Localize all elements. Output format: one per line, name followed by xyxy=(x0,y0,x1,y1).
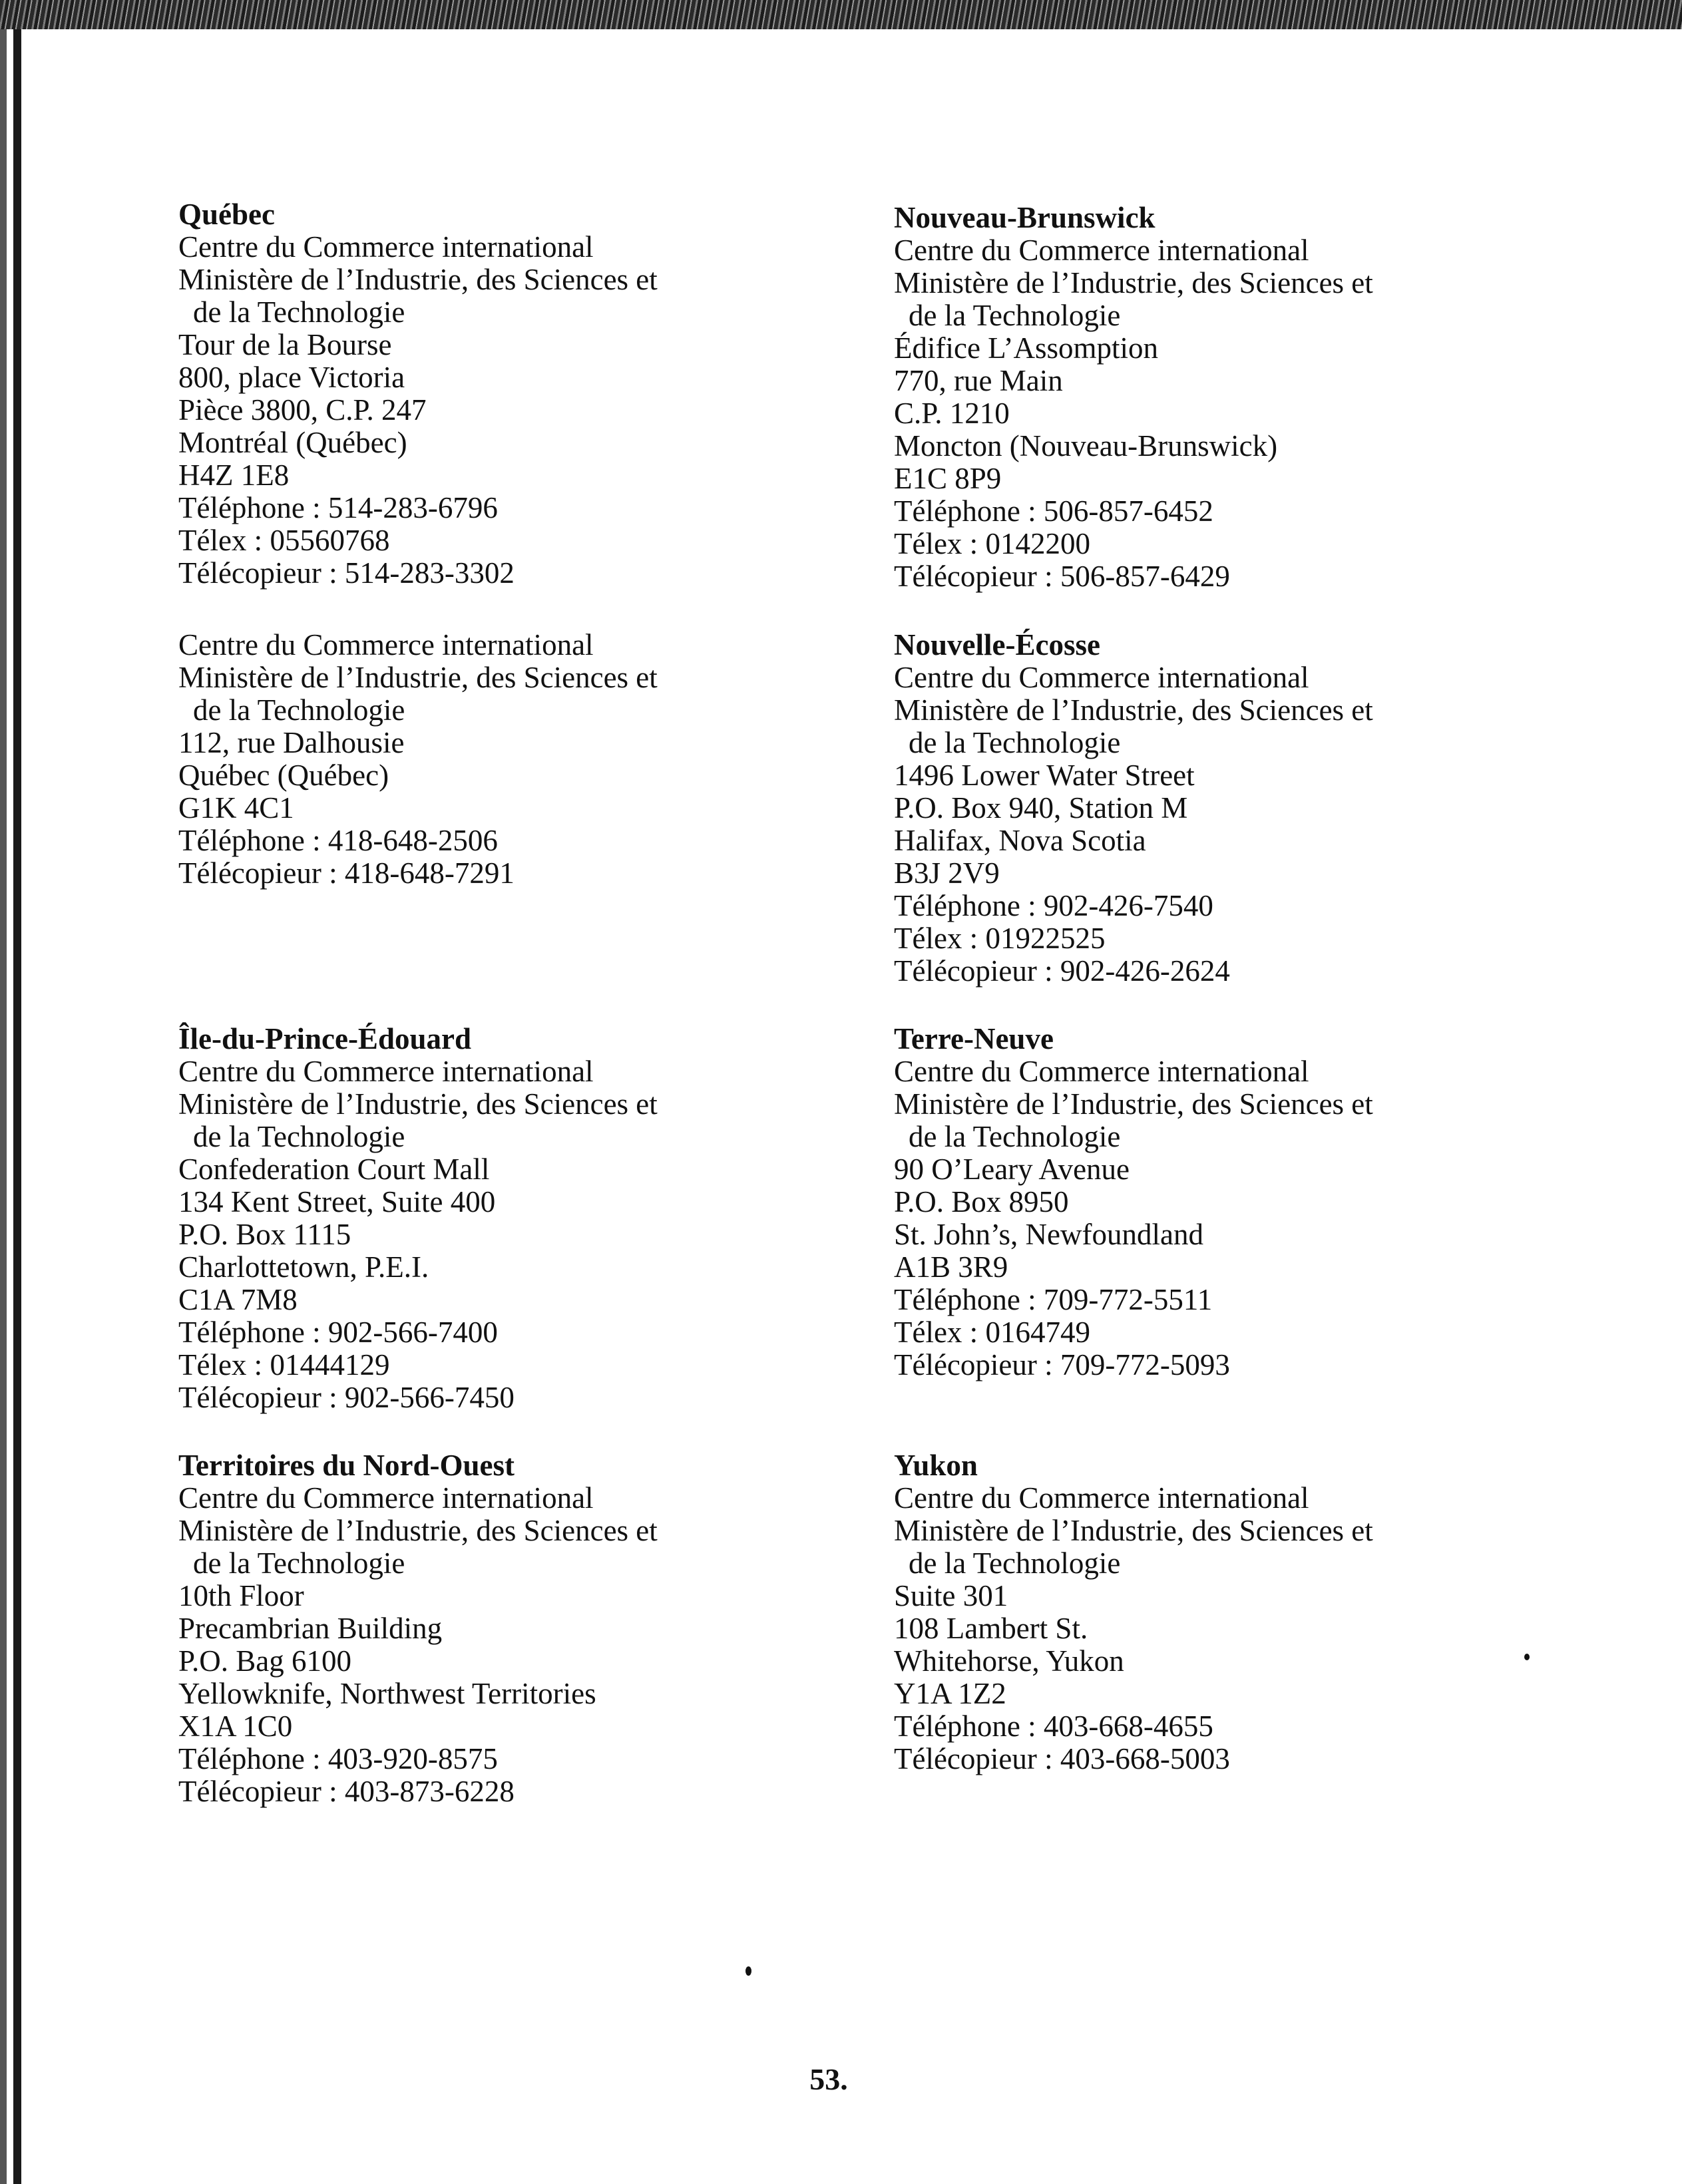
address-line: Centre du Commerce international xyxy=(178,230,594,264)
address-line: Ministère de l’Industrie, des Sciences et xyxy=(894,266,1373,299)
address-line: G1K 4C1 xyxy=(178,791,294,824)
office-heading: Territoires du Nord-Ouest xyxy=(178,1449,515,1482)
address-line: C1A 7M8 xyxy=(178,1283,298,1316)
address-line: Téléphone : 709-772-5511 xyxy=(894,1283,1213,1316)
address-line: P.O. Box 1115 xyxy=(178,1218,351,1251)
address-line: Télex : 01922525 xyxy=(894,922,1106,955)
address-line: Téléphone : 506-857-6452 xyxy=(894,494,1213,528)
address-line: Télécopieur : 506-857-6429 xyxy=(894,560,1230,593)
office-block-quebec-city xyxy=(178,629,871,890)
address-line: Télex : 05560768 xyxy=(178,524,390,557)
address-line: Confederation Court Mall xyxy=(178,1153,490,1186)
address-line: Télex : 0142200 xyxy=(894,527,1090,560)
office-heading: Nouveau-Brunswick xyxy=(894,201,1156,234)
address-line: Centre du Commerce international xyxy=(894,1481,1309,1515)
address-line: Téléphone : 403-920-8575 xyxy=(178,1742,498,1775)
address-line: 1496 Lower Water Street xyxy=(894,759,1195,792)
address-line: St. John’s, Newfoundland xyxy=(894,1218,1203,1251)
address-line: E1C 8P9 xyxy=(894,462,1002,495)
address-line: 770, rue Main xyxy=(894,364,1063,397)
address-line: Télex : 01444129 xyxy=(178,1348,390,1381)
address-line: Télex : 0164749 xyxy=(894,1316,1090,1349)
address-line: A1B 3R9 xyxy=(894,1250,1008,1284)
address-line: Montréal (Québec) xyxy=(178,426,407,459)
address-line: Charlottetown, P.E.I. xyxy=(178,1250,429,1284)
address-line: 134 Kent Street, Suite 400 xyxy=(178,1185,496,1218)
address-line: Québec (Québec) xyxy=(178,759,389,792)
address-line: de la Technologie xyxy=(909,726,1121,759)
address-line: Ministère de l’Industrie, des Sciences et xyxy=(178,1514,658,1547)
address-line: de la Technologie xyxy=(909,1547,1121,1580)
office-block-newfoundland xyxy=(894,1023,1586,1381)
address-line: P.O. Box 8950 xyxy=(894,1185,1069,1218)
address-line: X1A 1C0 xyxy=(178,1710,293,1743)
address-line: Édifice L’Assomption xyxy=(894,331,1159,365)
office-block-nova-scotia xyxy=(894,629,1586,988)
binding-edge xyxy=(13,29,21,2184)
office-block-new-brunswick xyxy=(894,202,1586,593)
address-line: Pièce 3800, C.P. 247 xyxy=(178,393,427,427)
binding-edge-shadow xyxy=(0,29,7,2184)
scan-speck xyxy=(1524,1654,1530,1660)
address-line: Télécopieur : 709-772-5093 xyxy=(894,1348,1230,1381)
address-line: Y1A 1Z2 xyxy=(894,1677,1006,1710)
page-number: 53. xyxy=(809,2062,848,2096)
address-line: de la Technologie xyxy=(909,1120,1121,1153)
address-line: Téléphone : 514-283-6796 xyxy=(178,491,498,524)
address-line: Télécopieur : 418-648-7291 xyxy=(178,856,515,890)
address-line: 108 Lambert St. xyxy=(894,1612,1088,1645)
address-line: Télécopieur : 514-283-3302 xyxy=(178,556,515,590)
office-block-nwt xyxy=(178,1449,871,1808)
address-line: 112, rue Dalhousie xyxy=(178,726,405,759)
address-line: de la Technologie xyxy=(193,693,405,727)
office-block-quebec-montreal xyxy=(178,198,871,590)
address-line: Ministère de l’Industrie, des Sciences et xyxy=(178,661,658,694)
address-line: H4Z 1E8 xyxy=(178,458,290,492)
address-line: Suite 301 xyxy=(894,1579,1008,1612)
address-line: Ministère de l’Industrie, des Sciences et xyxy=(894,1514,1373,1547)
address-line: Télécopieur : 403-668-5003 xyxy=(894,1742,1230,1775)
address-line: Ministère de l’Industrie, des Sciences et xyxy=(894,1087,1373,1121)
office-heading: Québec xyxy=(178,198,275,231)
address-line: P.O. Bag 6100 xyxy=(178,1644,352,1678)
address-line: Télécopieur : 902-566-7450 xyxy=(178,1381,515,1414)
office-block-yukon xyxy=(894,1449,1586,1775)
address-line: Halifax, Nova Scotia xyxy=(894,824,1146,857)
address-line: Centre du Commerce international xyxy=(178,628,594,661)
address-line: Télécopieur : 403-873-6228 xyxy=(178,1775,515,1808)
address-line: Whitehorse, Yukon xyxy=(894,1644,1124,1678)
address-line: Téléphone : 418-648-2506 xyxy=(178,824,498,857)
address-line: de la Technologie xyxy=(193,1547,405,1580)
office-heading: Terre-Neuve xyxy=(894,1022,1054,1055)
address-line: Ministère de l’Industrie, des Sciences et xyxy=(178,1087,658,1121)
address-line: Centre du Commerce international xyxy=(894,1055,1309,1088)
address-line: Ministère de l’Industrie, des Sciences et xyxy=(178,263,658,296)
address-line: Centre du Commerce international xyxy=(894,661,1309,694)
address-line: Precambrian Building xyxy=(178,1612,443,1645)
address-line: Centre du Commerce international xyxy=(894,234,1309,267)
address-line: Télécopieur : 902-426-2624 xyxy=(894,954,1230,988)
address-line: de la Technologie xyxy=(193,295,405,329)
address-line: de la Technologie xyxy=(909,299,1121,332)
office-heading: Nouvelle-Écosse xyxy=(894,628,1100,661)
address-line: B3J 2V9 xyxy=(894,856,1000,890)
address-line: C.P. 1210 xyxy=(894,397,1010,430)
address-line: Téléphone : 403-668-4655 xyxy=(894,1710,1213,1743)
address-line: Ministère de l’Industrie, des Sciences et xyxy=(894,693,1373,727)
address-line: Moncton (Nouveau-Brunswick) xyxy=(894,429,1278,462)
address-line: 800, place Victoria xyxy=(178,361,405,394)
address-line: 90 O’Leary Avenue xyxy=(894,1153,1130,1186)
scan-speck xyxy=(745,1966,751,1976)
address-line: Tour de la Bourse xyxy=(178,328,392,361)
address-line: Centre du Commerce international xyxy=(178,1481,594,1515)
office-heading: Yukon xyxy=(894,1449,978,1482)
address-line: Téléphone : 902-566-7400 xyxy=(178,1316,498,1349)
address-line: 10th Floor xyxy=(178,1579,304,1612)
address-line: de la Technologie xyxy=(193,1120,405,1153)
address-line: Téléphone : 902-426-7540 xyxy=(894,889,1213,922)
office-block-pei xyxy=(178,1023,871,1414)
address-line: Yellowknife, Northwest Territories xyxy=(178,1677,596,1710)
scan-edge-top xyxy=(0,0,1682,29)
address-line: P.O. Box 940, Station M xyxy=(894,791,1188,824)
office-heading: Île-du-Prince-Édouard xyxy=(178,1022,472,1055)
address-line: Centre du Commerce international xyxy=(178,1055,594,1088)
